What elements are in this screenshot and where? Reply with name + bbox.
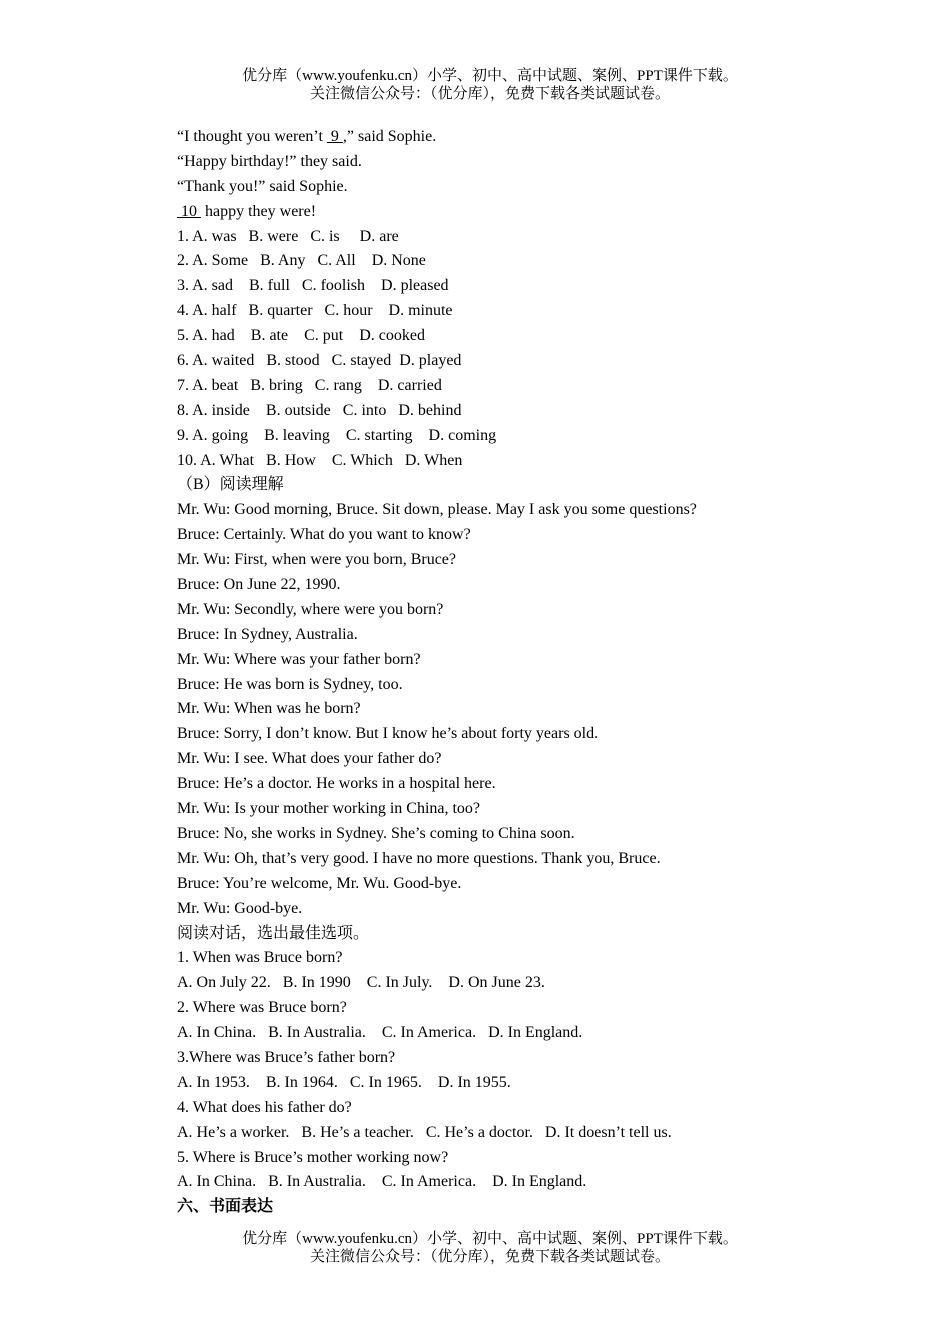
cloze-option-line: 6. A. waited B. stood C. stayed D. played <box>177 352 462 370</box>
dialogue-line: Bruce: He’s a doctor. He works in a hospital here. <box>177 775 496 793</box>
dialogue-line: Mr. Wu: Where was your father born? <box>177 650 421 668</box>
dialogue <box>177 498 797 921</box>
dialogue-line: Mr. Wu: Good-bye. <box>177 899 303 917</box>
question-line: 2. Where was Bruce born? <box>177 999 347 1017</box>
dialogue-line: Mr. Wu: Good morning, Bruce. Sit down, please. May I ask you some questions? <box>177 501 697 519</box>
story-line-4: 10 happy they were! <box>177 202 317 220</box>
section-six-title: 六、书面表达 <box>177 1198 274 1216</box>
dialogue-line: Mr. Wu: First, when were you born, Bruce? <box>177 551 457 569</box>
dialogue-line: Mr. Wu: Oh, that’s very good. I have no more questions. Thank you, Bruce. <box>177 849 661 867</box>
questions-list <box>177 946 797 1195</box>
cloze-option-line: 10. A. What B. How C. Which D. When <box>177 451 463 469</box>
answer-options-line: A. On July 22. B. In 1990 C. In July. D. On June 23. <box>177 974 545 992</box>
question-line: 1. When was Bruce born? <box>177 949 343 967</box>
cloze-option-line: 8. A. inside B. outside C. into D. behind <box>177 401 462 419</box>
story-line-1: “I thought you weren’t 9 ,” said Sophie. <box>177 128 437 145</box>
dialogue-line: Bruce: You’re welcome, Mr. Wu. Good-bye. <box>177 874 462 892</box>
dialogue-line: Bruce: In Sydney, Australia. <box>177 625 358 643</box>
blank-9: 9 <box>326 128 343 145</box>
cloze-option-line: 9. A. going B. leaving C. starting D. coming <box>177 426 497 444</box>
section-b-title: （B）阅读理解 <box>177 476 284 494</box>
footer-line-1: 优分库（www.youfenku.cn）小学、初中、高中试题、案例、PPT课件下载。 <box>242 1231 738 1247</box>
cloze-option-line: 4. A. half B. quarter C. hour D. minute <box>177 302 453 320</box>
document-body <box>177 125 797 1220</box>
answer-options-line: A. He’s a worker. B. He’s a teacher. C. He’s a doctor. D. It doesn’t tell us. <box>177 1123 672 1141</box>
dialogue-line: Bruce: On June 22, 1990. <box>177 576 341 594</box>
blank-10: 10 <box>177 202 201 220</box>
header-line-2: 关注微信公众号：（优分库），免费下载各类试题试卷。 <box>309 86 670 102</box>
dialogue-line: Bruce: Sorry, I don’t know. But I know he’s about forty years old. <box>177 725 599 743</box>
cloze-option-line: 7. A. beat B. bring C. rang D. carried <box>177 376 442 394</box>
footer-line-2: 关注微信公众号：（优分库），免费下载各类试题试卷。 <box>309 1249 670 1265</box>
cloze-option-line: 2. A. Some B. Any C. All D. None <box>177 252 426 270</box>
cloze-option-line: 5. A. had B. ate C. put D. cooked <box>177 327 425 345</box>
dialogue-line: Mr. Wu: When was he born? <box>177 700 361 718</box>
cloze-option-line: 1. A. was B. were C. is D. are <box>177 227 399 245</box>
dialogue-line: Bruce: No, she works in Sydney. She’s coming to China soon. <box>177 824 575 842</box>
dialogue-line: Mr. Wu: I see. What does your father do? <box>177 750 442 768</box>
page-header <box>0 67 950 103</box>
page-footer <box>0 1230 950 1266</box>
question-line: 4. What does his father do? <box>177 1098 352 1116</box>
dialogue-line: Bruce: He was born is Sydney, too. <box>177 675 403 693</box>
question-line: 5. Where is Bruce’s mother working now? <box>177 1148 449 1166</box>
reading-instruction: 阅读对话，选出最佳选项。 <box>177 924 370 942</box>
header-line-1: 优分库（www.youfenku.cn）小学、初中、高中试题、案例、PPT课件下载。 <box>242 68 738 84</box>
dialogue-line: Mr. Wu: Is your mother working in China, too? <box>177 800 481 818</box>
cloze-option-line: 3. A. sad B. full C. foolish D. pleased <box>177 277 449 295</box>
story-line-2: “Happy birthday!” they said. <box>177 152 362 170</box>
dialogue-line: Bruce: Certainly. What do you want to know? <box>177 526 471 544</box>
cloze-options-list <box>177 225 797 474</box>
answer-options-line: A. In 1953. B. In 1964. C. In 1965. D. In 1955. <box>177 1073 511 1091</box>
answer-options-line: A. In China. B. In Australia. C. In America. D. In England. <box>177 1173 587 1191</box>
question-line: 3.Where was Bruce’s father born? <box>177 1048 396 1066</box>
dialogue-line: Mr. Wu: Secondly, where were you born? <box>177 600 444 618</box>
answer-options-line: A. In China. B. In Australia. C. In America. D. In England. <box>177 1024 583 1042</box>
story-line-3: “Thank you!” said Sophie. <box>177 177 348 195</box>
